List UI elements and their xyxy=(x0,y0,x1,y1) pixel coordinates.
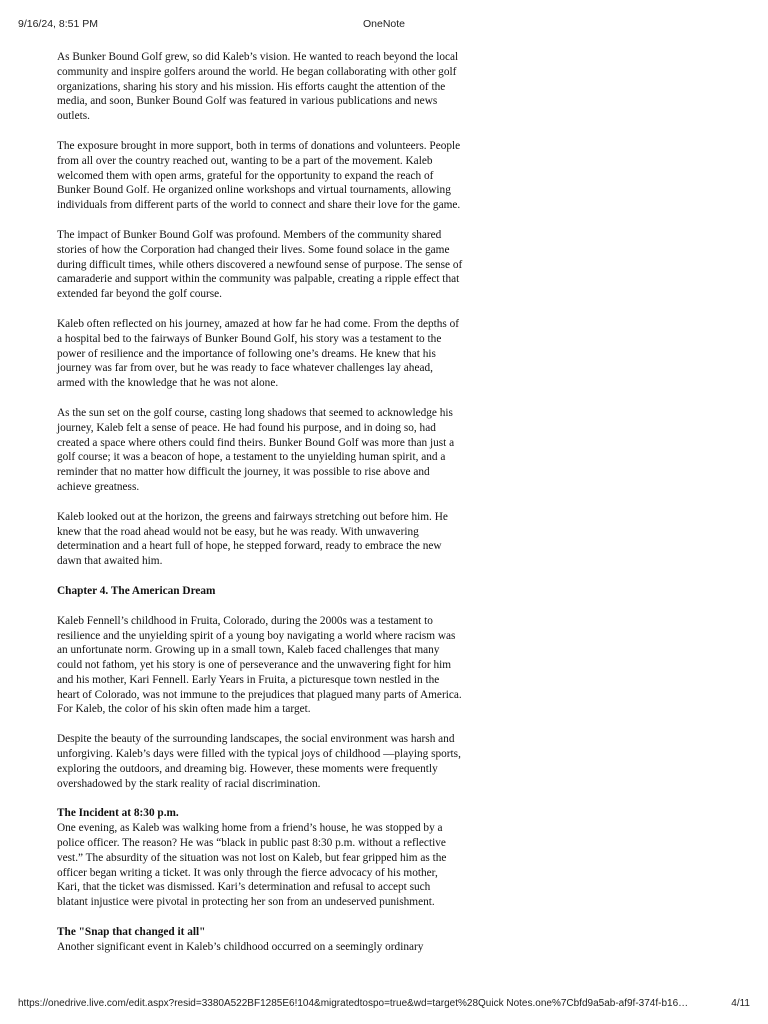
print-title: OneNote xyxy=(362,18,406,30)
print-footer xyxy=(18,998,750,1012)
paragraph: Another significant event in Kaleb’s childhood occurred on a seemingly ordinary xyxy=(57,940,424,953)
section-heading: The Incident at 8:30 p.m. xyxy=(57,807,179,820)
paragraph: The impact of Bunker Bound Golf was profound. Members of the community shared stories of how the Corporation had changed their lives. Some found solace in the game during difficult times, while others discovered a newfound sense of purpose. The sense of camaraderie and support within the community was palpable, creating a ripple effect that extended far beyond the golf course. xyxy=(57,228,463,301)
print-header xyxy=(18,18,750,32)
page-number: 4/11 xyxy=(731,998,750,1009)
paragraph: Kaleb looked out at the horizon, the greens and fairways stretching out before him. He knew that the road ahead would not be easy, but he was ready. With unwavering determination and a heart full of hope, he stepped forward, ready to embrace the new dawn that awaited him. xyxy=(57,510,448,568)
chapter-heading: Chapter 4. The American Dream xyxy=(57,584,216,597)
paragraph: The exposure brought in more support, both in terms of donations and volunteers. People from all over the country reached out, wanting to be a part of the movement. Kaleb welcomed them with open arms, grateful for the opportunity to expand the reach of Bunker Bound Golf. He organized online workshops and virtual tournaments, allowing individuals from different parts of the world to connect and share their love for the game. xyxy=(57,139,461,212)
paragraph: As Bunker Bound Golf grew, so did Kaleb’s vision. He wanted to reach beyond the local community and inspire golfers around the world. He began collaborating with other golf organizations, sharing his story and his mission. His efforts caught the attention of the media, and soon, Bunker Bound Golf was featured in various publications and news outlets. xyxy=(57,51,459,123)
print-datetime: 9/16/24, 8:51 PM xyxy=(18,18,98,30)
note-content xyxy=(57,50,463,970)
page-url: https://onedrive.live.com/edit.aspx?resid=3380A522BF1285E6!104&migratedtospo=true&wd=target%28Quick Notes.one%7Cbfd9a5ab-af9f-374f-b16… xyxy=(18,998,689,1009)
paragraph: As the sun set on the golf course, casting long shadows that seemed to acknowledge his journey, Kaleb felt a sense of peace. He had found his purpose, and in doing so, had created a space where others could find theirs. Bunker Bound Golf was more than just a golf course; it was a beacon of hope, a testament to the unyielding human spirit, and a reminder that no matter how difficult the journey, it was possible to rise above and achieve greatness. xyxy=(57,406,455,493)
section-heading: The "Snap that changed it all" xyxy=(57,926,206,939)
paragraph: Kaleb Fennell’s childhood in Fruita, Colorado, during the 2000s was a testament to resilience and the unyielding spirit of a young boy navigating a world where racism was an unfortunate norm. Growing up in a small town, Kaleb faced challenges that many could not fathom, yet his story is one of perseverance and the unwavering fight for him and his mother, Kari Fennell. Early Years in Fruita, a picturesque town nestled in the heart of Colorado, was not immune to the prejudices that plagued many parts of America. For Kaleb, the color of his skin often made him a target. xyxy=(57,614,462,716)
paragraph: Kaleb often reflected on his journey, amazed at how far he had come. From the depths of a hospital bed to the fairways of Bunker Bound Golf, his story was a testament to the power of resilience and the importance of following one’s dreams. He knew that his journey was far from over, but he was ready to face whatever challenges lay ahead, armed with the knowledge that he was not alone. xyxy=(57,317,460,390)
paragraph: Despite the beauty of the surrounding landscapes, the social environment was harsh and unforgiving. Kaleb’s days were filled with the typical joys of childhood —playing sports, exploring the outdoors, and dreaming big. However, these moments were frequently overshadowed by the stark reality of racial discrimination. xyxy=(57,733,461,790)
paragraph: One evening, as Kaleb was walking home from a friend’s house, he was stopped by a police officer. The reason? He was “black in public past 8:30 p.m. without a reflective vest.” The absurdity of the situation was not lost on Kaleb, but fear gripped him as the officer began writing a ticket. It was only through the fierce advocacy of his mother, Kari, that the ticket was dismissed. Kari’s determination and refusal to accept such blatant injustice were pivotal in protecting her son from an undeserved punishment. xyxy=(57,822,447,909)
